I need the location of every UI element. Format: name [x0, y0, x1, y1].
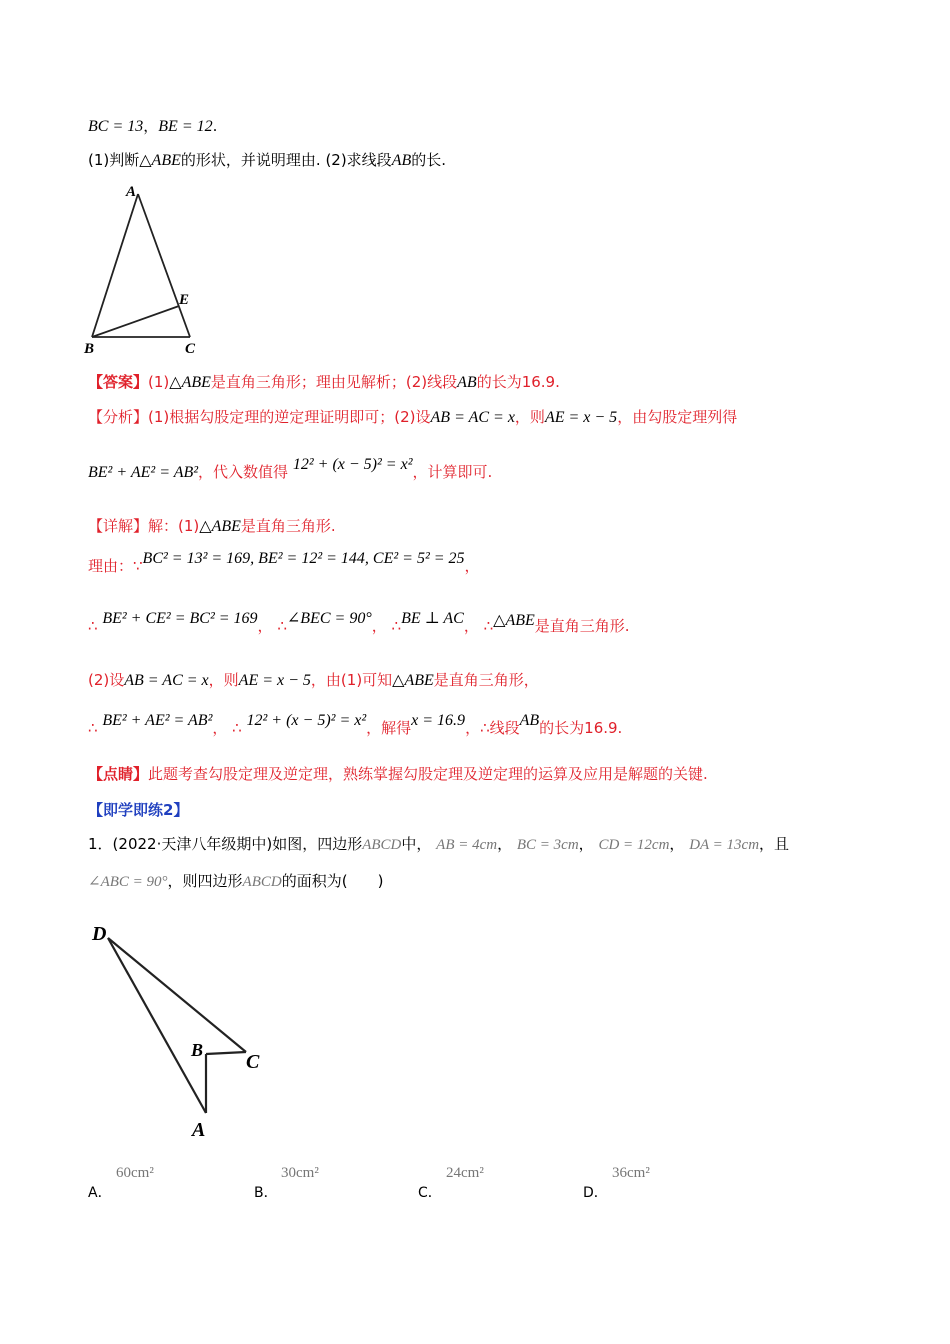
- problem-da: DA = 13cm: [689, 837, 760, 853]
- detail-p2-eq4: 12² + (x − 5)² = x²: [246, 712, 367, 729]
- analysis-text3: ，由勾股定理列得: [617, 408, 738, 426]
- analysis-eq1: AB = AC = x: [430, 409, 515, 426]
- answer-line: [88, 372, 560, 393]
- problem-line2: [88, 871, 383, 892]
- therefore-symbol-4: ∴: [483, 617, 494, 635]
- detail-p2-text2: ，则: [208, 671, 239, 689]
- answer-part2-rest: 的长为16.9.: [476, 373, 560, 391]
- detail-reason: 理由：∵: [88, 557, 143, 575]
- question-segment: AB: [391, 152, 412, 169]
- option-b-value: 30cm²: [281, 1165, 319, 1181]
- answer-segment: AB: [457, 374, 477, 391]
- detail-line4: [88, 670, 539, 691]
- detail-p2-eq5: x = 16.9: [411, 712, 466, 729]
- comment-text: 此题考查勾股定理及逆定理，熟练掌握勾股定理及逆定理的运算及应用是解题的关键.: [148, 765, 708, 783]
- analysis-text2: ，则: [514, 408, 545, 426]
- fig1-label-b: B: [84, 341, 95, 357]
- detail-p2-text6: ，∴线段: [465, 719, 520, 737]
- given-line: [88, 116, 217, 137]
- detail-p2-text3: ，由(1)可知: [310, 671, 393, 689]
- problem-zhong: 中，: [401, 835, 432, 853]
- detail-eq-reason: BC² = 13² = 169, BE² = 12² = 144, CE² = 5² = 25: [142, 550, 465, 567]
- detail-line3: [88, 610, 630, 637]
- detail-p2-text1: (2)设: [88, 671, 125, 689]
- detail-eq-angle: ∠BEC = 90°: [286, 610, 372, 627]
- question-part2: (2)求线段: [325, 151, 392, 169]
- detail-p2-text4: 是直角三角形，: [433, 671, 539, 689]
- detail-p2-eq1: AB = AC = x: [124, 672, 209, 689]
- figure-quadrilateral-abcd: [88, 916, 278, 1146]
- analysis-eq3: BE² + AE² = AB²: [88, 464, 199, 481]
- question-part1-rest: 的形状，并说明理由.: [180, 151, 321, 169]
- fig1-label-e: E: [179, 292, 190, 308]
- problem-text3: 的面积为( ): [281, 872, 384, 890]
- therefore-symbol-3: ∴: [391, 617, 402, 635]
- detail-eq-perp: BE ⊥ AC: [401, 610, 464, 627]
- answer-part1-rest: 是直角三角形；理由见解析；(2)线段: [210, 373, 458, 391]
- option-a-letter: A．: [88, 1185, 112, 1201]
- detail-line5: [88, 712, 623, 739]
- given-bc: BC = 13: [88, 118, 144, 135]
- option-d-letter: D．: [583, 1185, 608, 1201]
- given-be: BE = 12: [158, 118, 213, 135]
- analysis-eq2: AE = x − 5: [544, 409, 618, 426]
- answer-tag: 【答案】: [88, 373, 149, 391]
- analysis-eq4: 12² + (x − 5)² = x²: [292, 456, 413, 473]
- option-b-letter: B．: [254, 1185, 278, 1201]
- question-part2-rest: 的长.: [411, 151, 447, 169]
- fig1-label-c: C: [185, 341, 196, 357]
- figure-triangle-abe: [80, 180, 210, 360]
- detail-line1: [88, 516, 336, 537]
- given-end: .: [212, 117, 218, 135]
- option-c-letter: C．: [418, 1185, 442, 1201]
- problem-number-text: 1．(2022·天津八年级期中)如图，四边形: [88, 835, 363, 853]
- problem-angle: ∠ABC = 90°: [88, 874, 168, 890]
- problem-quad: ABCD: [362, 837, 402, 853]
- detail-comma-4: ，: [463, 617, 479, 635]
- question-line: [88, 150, 446, 171]
- option-d-value: 36cm²: [612, 1165, 650, 1181]
- detail-triangle-2: △ABE: [493, 612, 535, 629]
- answer-triangle: △ABE: [169, 374, 211, 391]
- detail-p2-eq2: AE = x − 5: [238, 672, 311, 689]
- detail-conclusion: 是直角三角形.: [534, 617, 630, 635]
- fig2-label-c: C: [246, 1051, 260, 1073]
- option-a-value: 60cm²: [116, 1165, 154, 1181]
- detail-comma-2: ，: [257, 617, 273, 635]
- therefore-symbol-2: ∴: [277, 617, 287, 635]
- therefore-symbol-6: ∴: [232, 719, 242, 737]
- question-part1: (1)判断: [88, 151, 140, 169]
- comment-line: [88, 764, 708, 784]
- fig2-label-d: D: [92, 923, 107, 945]
- problem-ab: AB = 4cm: [436, 837, 498, 853]
- problem-qie: ，且: [759, 835, 790, 853]
- therefore-symbol-1: ∴: [88, 617, 98, 635]
- problem-cd: CD = 12cm: [598, 837, 670, 853]
- detail-comma-3: ，: [371, 617, 387, 635]
- analysis-tag: 【分析】: [88, 408, 149, 426]
- practice-heading: 【即学即练2】: [88, 801, 189, 819]
- detail-text1: 解：(1): [148, 517, 200, 535]
- detail-p2-eq3: BE² + AE² = AB²: [102, 712, 213, 729]
- problem-text2: ，则四边形: [167, 872, 243, 890]
- fig1-label-a: A: [126, 184, 137, 200]
- option-c-value: 24cm²: [446, 1165, 484, 1181]
- detail-p2-text5: ，解得: [366, 719, 412, 737]
- problem-quad2: ABCD: [242, 874, 282, 890]
- answer-part1: (1): [148, 373, 170, 391]
- comment-tag: 【点睛】: [88, 765, 149, 783]
- given-sep: ，: [143, 117, 159, 135]
- detail-text1-rest: 是直角三角形.: [240, 517, 336, 535]
- detail-p2-triangle: △ABE: [392, 672, 434, 689]
- problem-bc: BC = 3cm: [516, 837, 579, 853]
- therefore-symbol-5: ∴: [88, 719, 98, 737]
- analysis-line1: [88, 407, 737, 428]
- detail-comma-5: ，: [212, 719, 228, 737]
- question-triangle: △ABE: [139, 152, 181, 169]
- fig2-label-b: B: [191, 1040, 204, 1060]
- detail-triangle: △ABE: [199, 518, 241, 535]
- fig2-label-a: A: [192, 1119, 206, 1141]
- analysis-line2: [88, 456, 493, 483]
- detail-tag: 【详解】: [88, 517, 149, 535]
- detail-p2-text7: 的长为16.9.: [539, 719, 623, 737]
- analysis-text4: ，代入数值得: [198, 463, 289, 481]
- analysis-text5: ，计算即可.: [412, 463, 493, 481]
- detail-line2: [88, 550, 480, 577]
- detail-comma: ，: [464, 557, 480, 575]
- detail-p2-segment: AB: [519, 712, 540, 729]
- analysis-text1: (1)根据勾股定理的逆定理证明即可；(2)设: [148, 408, 431, 426]
- problem-line1: 1．(2022·天津八年级期中)如图，四边形ABCD中， AB = 4cm， BC = 3cm， CD = 12cm， DA = 13cm，且: [88, 835, 790, 853]
- detail-eq-sum: BE² + CE² = BC² = 169: [102, 610, 258, 627]
